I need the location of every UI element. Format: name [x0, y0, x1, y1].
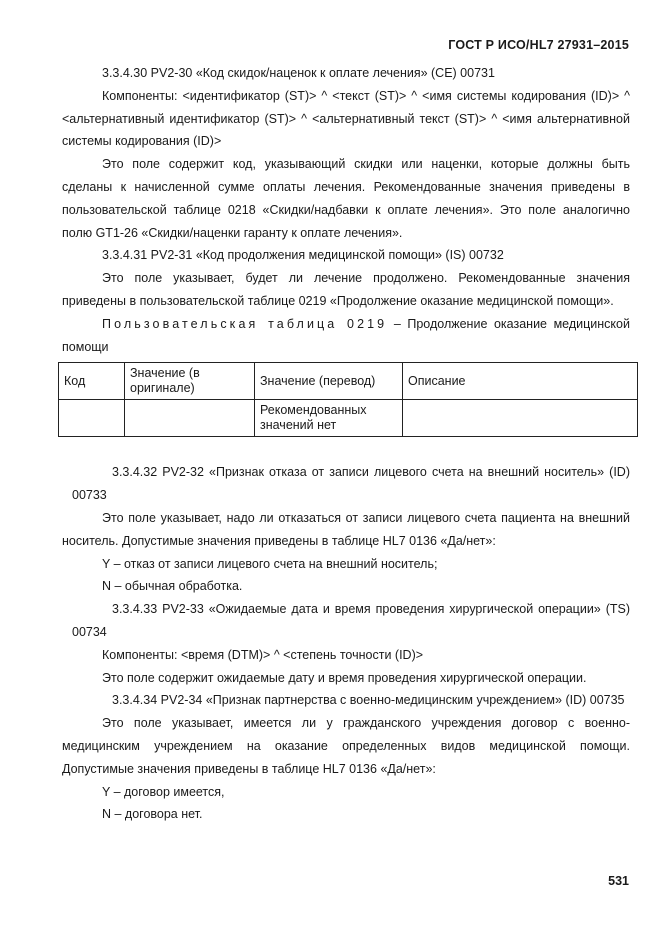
- section-heading-pv2-31: 3.3.4.31 PV2-31 «Код продолжения медицинской помощи» (IS) 00732: [102, 248, 504, 263]
- section-heading-pv2-32: 3.3.4.32 PV2-32 «Признак отказа от записи лицевого счета на внешний носитель» (ID) 00733: [72, 465, 630, 503]
- body-paragraph: Это поле указывает, надо ли отказаться от записи лицевого счета пациента на внешний носитель. Допустимые значения приведены в таблице HL7 0136 «Да/нет»:: [62, 510, 630, 548]
- table-cell: [59, 400, 125, 437]
- table-caption-prefix: Пользовательская таблица 0219: [102, 316, 388, 331]
- list-item: N – обычная обработка.: [102, 579, 243, 594]
- table-caption: [62, 313, 630, 359]
- list-item: N – договора нет.: [102, 807, 203, 822]
- section-heading-pv2-33: 3.3.4.33 PV2-33 «Ожидаемые дата и время проведения хирургической операции» (TS) 00734: [72, 602, 630, 639]
- section-heading-pv2-34: 3.3.4.34 PV2-34 «Признак партнерства с военно-медицинским учреждением» (ID) 00735: [112, 693, 625, 708]
- table-caption-rest: – Продолжение оказание медицинской помощи: [62, 316, 630, 354]
- body-paragraph: Это поле указывает, имеется ли у гражданского учреждения договор с военно-медицинским учреждением на оказание определенных видов медицинской помощи. Допустимые значения приведены в таблице HL7 0136 «Да/нет»:: [62, 716, 630, 776]
- table-header-row: [59, 363, 638, 400]
- user-table-0219: [58, 362, 638, 437]
- components-paragraph: Компоненты: <идентификатор (ST)> ^ <текст (ST)> ^ <имя системы кодирования (ID)> ^ <альтернативный идентификатор (ST)> ^ <альтернативный текст (ST)> ^ <имя альтернативной системы кодирования (ID)>: [62, 88, 630, 149]
- table-header-cell: Описание: [403, 363, 638, 400]
- page-content: [62, 62, 630, 826]
- table-cell: [403, 400, 638, 437]
- table-row: [59, 400, 638, 437]
- table-cell: Рекомендованных значений нет: [255, 400, 403, 437]
- document-header: ГОСТ Р ИСО/HL7 27931–2015: [448, 38, 629, 52]
- list-item: Y – отказ от записи лицевого счета на внешний носитель;: [102, 556, 438, 571]
- body-paragraph: Это поле содержит ожидаемые дату и время проведения хирургической операции.: [102, 670, 587, 685]
- list-item: Y – договор имеется,: [102, 784, 225, 799]
- components-paragraph: Компоненты: <время (DTM)> ^ <степень точности (ID)>: [102, 647, 424, 662]
- table-cell: [125, 400, 255, 437]
- body-paragraph: Это поле указывает, будет ли лечение продолжено. Рекомендованные значения приведены в пользовательской таблице 0219 «Продолжение оказание медицинской помощи».: [62, 271, 630, 308]
- page-number: 531: [608, 874, 629, 888]
- section-heading-pv2-30: 3.3.4.30 PV2-30 «Код скидок/наценок к оплате лечения» (CE) 00731: [102, 66, 495, 80]
- body-paragraph: Это поле содержит код, указывающий скидки или наценки, которые должны быть сделаны к начисленной сумме оплаты лечения. Рекомендованные значения приведены в пользовательской таблице 0218 «Скидки/надбавки к оплате лечения». Это поле аналогично полю GT1-26 «Скидки/наценки гаранту к оплате лечения».: [62, 157, 630, 240]
- table-header-cell: Значение (в оригинале): [125, 363, 255, 400]
- table-header-cell: Код: [59, 363, 125, 400]
- table-header-cell: Значение (перевод): [255, 363, 403, 400]
